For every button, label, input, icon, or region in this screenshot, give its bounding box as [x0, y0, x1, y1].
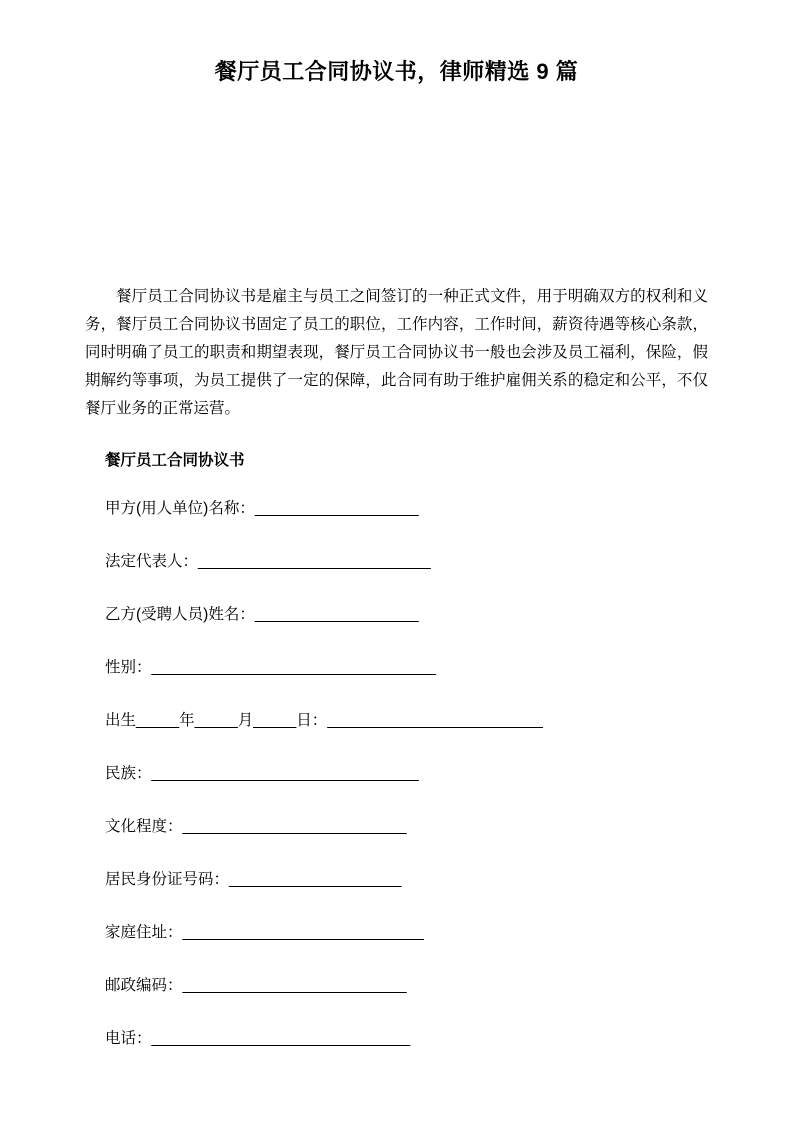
form-label: 法定代表人：	[105, 553, 199, 570]
form-blank: __________________________	[182, 977, 407, 994]
form-blank: ______________________________	[151, 1030, 411, 1047]
form-label: 民族：	[105, 765, 152, 782]
form-label: 居民身份证号码：	[105, 871, 230, 888]
form-blank: ____________________	[229, 871, 402, 888]
form-label: 邮政编码：	[105, 977, 183, 994]
intro-paragraph: 餐厅员工合同协议书是雇主与员工之间签订的一种正式文件，用于明确双方的权利和义务，餐厅员工合同协议书固定了员工的职位，工作内容，工作时间，薪资待遇等核心条款，同时明确了员工的职责和期望表现，餐厅员工合同协议书一般也会涉及员工福利，保险，假期解约等事项，为员工提供了一定的保障，此合同有助于维护雇佣关系的稳定和公平，不仅餐厅业务的正常运营。	[85, 288, 708, 417]
form-line-education	[105, 813, 708, 841]
form-line-postal-code	[105, 972, 708, 1000]
form-line-ethnicity	[105, 760, 708, 788]
form-label: 文化程度：	[105, 818, 183, 835]
form-lines	[105, 495, 708, 1053]
form-line-party-b-name	[105, 601, 708, 629]
form-line-id-number	[105, 866, 708, 894]
section-heading: 餐厅员工合同协议书	[105, 452, 245, 469]
form-label: 家庭住址：	[105, 924, 183, 941]
form-line-gender	[105, 654, 708, 682]
form-blank: _______________________________	[151, 765, 419, 782]
form-blank: __________________________	[182, 818, 407, 835]
form-blank: _________________________	[327, 712, 543, 729]
form-line-party-a-name	[105, 495, 708, 523]
form-label: 电话：	[105, 1030, 152, 1047]
form-blank: ___________________	[254, 500, 419, 517]
form-line-birth-date	[105, 707, 708, 735]
form-blank: ___________________	[254, 606, 419, 623]
form-line-legal-representative	[105, 548, 708, 576]
form-label: 出生_____年_____月_____日：	[105, 712, 328, 729]
form-label: 甲方(用人单位)名称：	[105, 500, 255, 517]
form-label: 性别：	[105, 659, 152, 676]
document-title: 餐厅员工合同协议书，律师精选 9 篇	[214, 59, 579, 84]
form-blank: ____________________________	[182, 924, 424, 941]
form-line-phone	[105, 1025, 708, 1053]
form-blank: ___________________________	[198, 553, 431, 570]
form-line-home-address	[105, 919, 708, 947]
form-label: 乙方(受聘人员)姓名：	[105, 606, 255, 623]
form-blank: _________________________________	[151, 659, 436, 676]
